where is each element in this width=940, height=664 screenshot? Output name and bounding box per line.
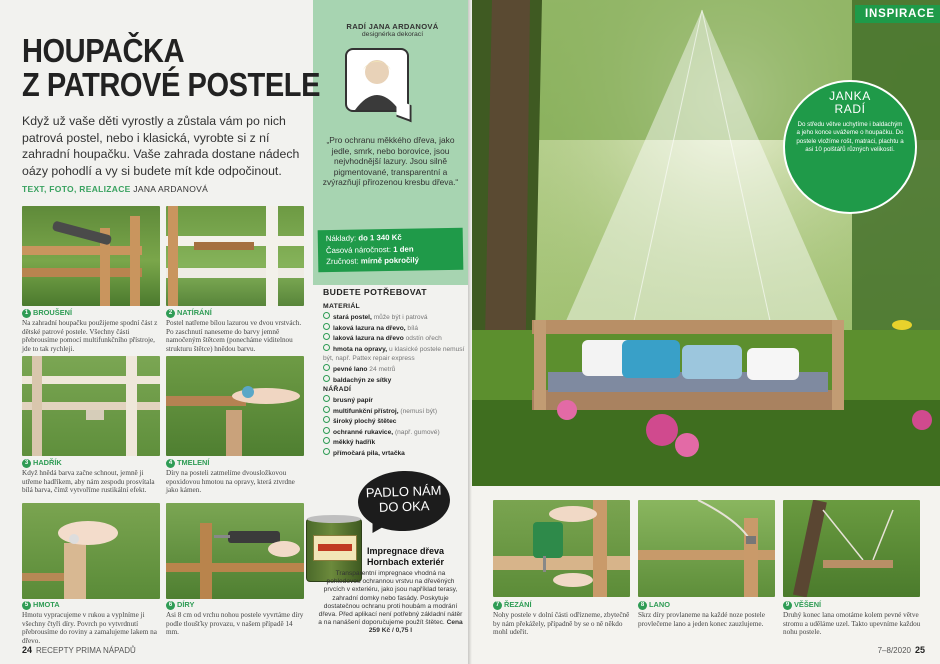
step-6-number: 6	[166, 601, 175, 610]
step-7	[493, 601, 631, 637]
skill-label: Zručnost:	[326, 256, 359, 267]
step-7-title	[493, 601, 631, 610]
page-number-left: 24	[22, 645, 33, 655]
putty-photo-icon	[22, 503, 160, 599]
product-text: Transparentní impregnace vhodná na pohledovou ochrannou vrstvu na dřevěných prvcích v exteriéru, jako jsou například terasy, zahradní domky nebo fasády. Poskytuje dostatečnou ochranu proti houbám a modrání dřeva. Před aplikací není potřebný základní nátěr a na nanášení doporučujeme použít štětec.	[318, 570, 463, 627]
material-item-note: odstín ořech	[403, 335, 442, 343]
material-item-name: pevné lano	[333, 365, 368, 373]
product-description	[318, 570, 463, 636]
article-title	[22, 32, 321, 103]
step-9-text: Druhý konec lana omotáme kolem pevné větve stromu a uděláme uzel. Takto upevníme každou nohu postele.	[783, 611, 921, 637]
material-item	[323, 333, 465, 344]
step-5-text: Hmotu vypracujeme v rukou a vyplníme ji všechny čtyři díry. Povrch po vytvrdnutí přebrousíme do roviny a zamalujeme lakem na dřevo.	[22, 611, 157, 645]
tip-circle	[783, 80, 917, 214]
step-3-title-text: HADŘÍK	[33, 458, 62, 467]
tool-item-name: brusný papír	[333, 397, 373, 404]
tool-item	[323, 395, 465, 406]
drilling-photo-icon	[166, 503, 304, 599]
material-list	[323, 312, 465, 385]
title-line-2: Z PATROVÉ POSTELE	[22, 66, 321, 103]
oops-line-2: DO OKA	[378, 498, 430, 515]
page-number-right: 25	[914, 645, 925, 655]
step-5-title-text: HMOTA	[33, 600, 60, 609]
step-4-photo	[166, 356, 304, 456]
step-7-text: Nohy postele v dolní části odřízneme, zbytečně by nám překážely, případně by se o ně někdo mohl udeřit.	[493, 611, 630, 637]
step-6	[166, 601, 304, 637]
step-7-photo	[493, 500, 630, 597]
step-9-title	[783, 601, 921, 610]
step-2-title	[166, 309, 304, 318]
tip-heading-line-2: RADÍ	[834, 102, 866, 116]
step-6-photo	[166, 503, 304, 599]
material-item-name: baldachýn ze sítky	[333, 376, 392, 384]
step-5-photo	[22, 503, 160, 599]
tool-item	[323, 406, 465, 417]
step-4-title-text: TMELENÍ	[177, 458, 210, 467]
step-2-title-text: NATÍRÁNÍ	[177, 308, 212, 317]
tip-heading	[785, 90, 915, 116]
rope-photo-icon	[638, 500, 775, 597]
material-heading: MATERIÁL	[323, 303, 361, 310]
step-4-title	[166, 459, 304, 468]
step-8	[638, 601, 776, 628]
oops-line-1: PADLO NÁM	[365, 482, 442, 501]
step-6-title	[166, 601, 304, 610]
costs-box	[318, 228, 464, 273]
material-item-note: 24 metrů	[367, 365, 396, 373]
sawing-photo-icon	[493, 500, 630, 597]
material-item-name: stará postel,	[333, 314, 372, 321]
step-7-number: 7	[493, 601, 502, 610]
step-9	[783, 601, 921, 637]
step-8-text: Skrz díry provlaneme na každé noze postele provlečeme lano a jeden konec zauzlujeme.	[638, 611, 765, 628]
time-label: Časová náročnost:	[325, 244, 392, 255]
tip-text: Do středu větve uchytíme i baldachým a jeho konce uvážeme o houpačku. Do postele vložíme rošt, matraci, plachtu a asi 10 polštářů různých velikostí.	[796, 121, 904, 154]
can-label-icon	[313, 535, 357, 561]
cost-label: Náklady:	[325, 233, 357, 244]
step-9-number: 9	[783, 601, 792, 610]
product-title: Impregnace dřeva Hornbach exteriér	[367, 546, 445, 567]
material-item-note: může být i patrová	[371, 314, 428, 321]
material-item-note: u klasické postele nemusí být, např. Pattex repair express	[323, 345, 465, 363]
footer-right	[878, 645, 925, 655]
hero-photo	[472, 0, 940, 486]
author-quote: „Pro ochranu měkkého dřeva, jako jedle, smrk, nebo borovice, jsou nejvhodnější lazury. Jsou silně pigmentované, transparentní a zvýrazňují přirozenou kresbu dřeva.“	[322, 135, 459, 188]
painted-frame-photo-icon	[166, 206, 304, 306]
step-4-number: 4	[166, 459, 175, 468]
tool-item-note: (nemusí být)	[398, 407, 438, 415]
step-8-title-text: LANO	[649, 600, 670, 609]
material-item	[323, 364, 465, 375]
step-3-text: Když hnědá barva začne schnout, jemně ji utřeme hadříkem, aby nám zespodu prosvítala bílá barva, čímž vytvoříme rustikální efekt.	[22, 469, 155, 495]
step-2-number: 2	[166, 309, 175, 318]
material-item-name: hmota na opravy,	[333, 345, 388, 353]
wiping-photo-icon	[22, 356, 160, 456]
credits	[22, 184, 208, 194]
footer-left	[22, 645, 136, 655]
tool-item	[323, 448, 465, 459]
skill-row	[326, 254, 457, 268]
author-role: designérka dekorací	[361, 31, 424, 38]
step-3	[22, 459, 160, 495]
step-4-text: Díry na posteli zatmelíme dvousložkovou epoxidovou hmotou na opravy, která ztvrdne jako kámen.	[166, 469, 295, 495]
tools-list	[323, 395, 465, 459]
tools-heading: NÁŘADÍ	[323, 386, 352, 393]
step-3-title	[22, 459, 160, 468]
credits-label: TEXT, FOTO, REALIZACE	[22, 184, 131, 194]
step-5-number: 5	[22, 601, 31, 610]
cost-value: do 1 340 Kč	[358, 232, 402, 243]
material-item	[323, 375, 465, 386]
step-6-text: Asi 8 cm od vrchu nohou postele vyvrtáme díry podle tloušťky provazu, v našem případě 14 mm.	[166, 611, 304, 637]
step-1	[22, 309, 160, 353]
tool-item-name: ochranné rukavice,	[333, 428, 394, 436]
step-2	[166, 309, 304, 353]
garden-swing-photo-icon	[472, 0, 940, 486]
hanging-photo-icon	[783, 500, 920, 597]
step-5-title	[22, 601, 160, 610]
step-8-photo	[638, 500, 775, 597]
step-2-text: Postel natřeme bílou lazurou ve dvou vrstvách. Po zaschnutí naneseme do barvy jemně namočeným štětcem (ponecháme viditelnou strukturu štětce) hnědou barvu.	[166, 319, 302, 353]
material-item	[323, 312, 465, 323]
material-item-name: laková lazura na dřevo	[333, 335, 404, 343]
step-8-title	[638, 601, 776, 610]
credits-name: JANA ARDANOVÁ	[133, 184, 209, 194]
step-2-photo	[166, 206, 304, 306]
product-price: Cena 259 Kč / 0,75 l	[368, 619, 463, 635]
section-badge: INSPIRACE	[855, 5, 940, 23]
issue-number: 7–8/2020	[877, 646, 911, 655]
tool-item-name: široký plochý štětec	[333, 418, 397, 426]
step-4	[166, 459, 304, 495]
material-item-name: laková lazura na dřevo,	[333, 324, 406, 332]
material-item	[323, 323, 465, 334]
step-9-title-text: VĚŠENÍ	[794, 600, 822, 609]
author-block	[320, 22, 465, 38]
step-9-photo	[783, 500, 920, 597]
step-1-photo	[22, 206, 160, 306]
tip-heading-line-1: JANKA	[829, 89, 871, 103]
title-line-1: HOUPAČKA	[22, 32, 185, 69]
step-5	[22, 601, 160, 645]
tool-item-name: multifunkční přístroj,	[333, 407, 399, 415]
step-1-number: 1	[22, 309, 31, 318]
intro-text: Když už vaše děti vyrostly a zůstala vám po nich patrová postel, nebo i klasická, vyrobte si z ní zahradní houpačku. Vaše zahrada dostane nádech oázy pohodlí a vy si budete mít kde odpočinout.	[22, 114, 300, 178]
tool-item	[323, 416, 465, 427]
filling-photo-icon	[166, 356, 304, 456]
author-name: RADÍ JANA ARDANOVÁ	[346, 22, 439, 31]
skill-value: mírně pokročilý	[360, 255, 419, 266]
tool-item	[323, 427, 465, 438]
step-3-photo	[22, 356, 160, 456]
step-1-title-text: BROUŠENÍ	[33, 308, 73, 317]
material-item	[323, 344, 465, 364]
tool-item-name: přímočará pila, vrtačka	[333, 449, 405, 457]
magazine-name: RECEPTY PRIMA NÁPADŮ	[36, 646, 136, 655]
tool-item-name: měkký hadřík	[333, 439, 376, 447]
step-8-number: 8	[638, 601, 647, 610]
step-6-title-text: DÍRY	[177, 600, 195, 609]
material-item-note: bílá	[405, 324, 419, 332]
step-7-title-text: ŘEZÁNÍ	[504, 600, 532, 609]
time-value: 1 den	[393, 244, 414, 254]
step-3-number: 3	[22, 459, 31, 468]
bed-frame-photo-icon	[22, 206, 160, 306]
needs-heading: BUDETE POTŘEBOVAT	[323, 287, 427, 297]
step-1-title	[22, 309, 160, 318]
tool-item	[323, 437, 465, 448]
tool-item-note: (např. gumové)	[393, 428, 440, 436]
step-1-text: Na zahradní houpačku použijeme spodní část z dětské patrové postele. Všechny části přebrousíme pomocí multifunkčního přístroje, jde to tak rychleji.	[22, 319, 158, 353]
